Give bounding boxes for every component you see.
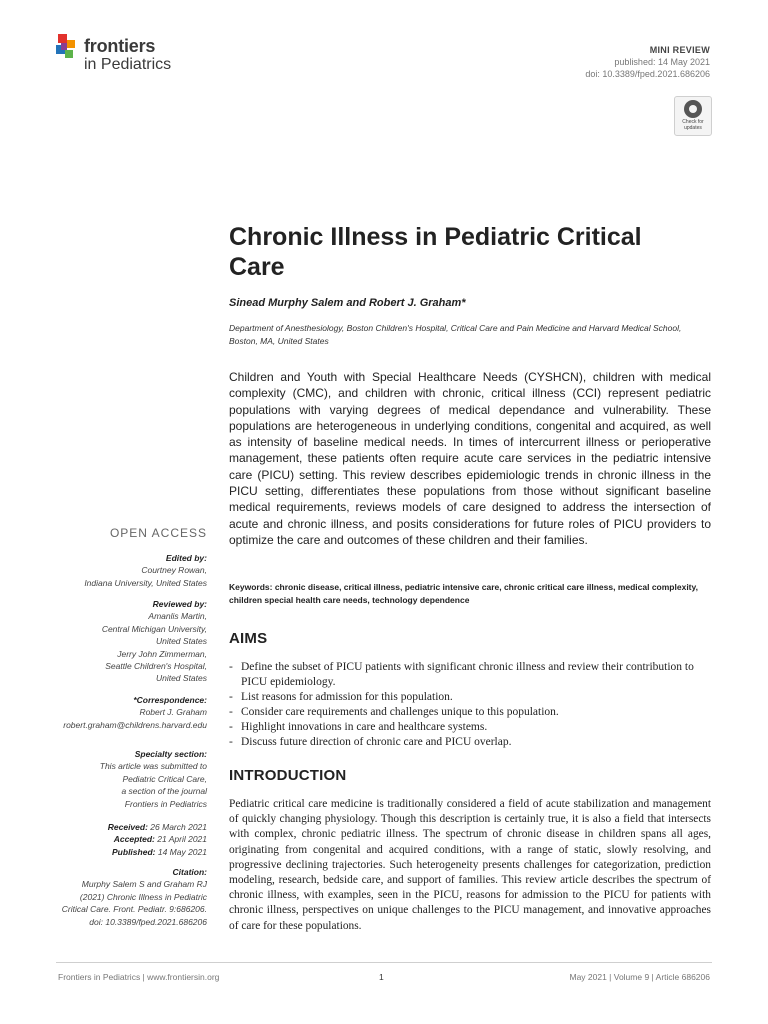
correspondence-label: *Correspondence: bbox=[133, 695, 207, 705]
received-label: Received: bbox=[107, 822, 148, 832]
author-affiliation: Department of Anesthesiology, Boston Children's Hospital, Critical Care and Pain Medicine and Harvard Medical School, Boston, MA, United States bbox=[229, 323, 682, 346]
introduction-paragraph: Pediatric critical care medicine is traditionally considered a field of acute stabilization and management of quickly changing physiology. Though this description is certainly true, it is also a field that intersects with complex, chronic pediatric illness. The spectrum of chronic disease in children spans all ages, originating from congenital and acquired conditions, with a range of static, slowly resolving, and progressive declining trajectories. Such heterogeneity presents challenges for categorization, prediction modeling, research, bedside care, and support of families. This review article describes the spectrum of chronic illness, with examples, seen in the PICU, reasons for admission to the PICU for patients with chronic illness, perspectives on unique challenges to the PICU management, and innovative approaches of care for these populations. bbox=[229, 798, 711, 932]
citation-line: (2021) Chronic Illness in Pediatric bbox=[79, 891, 207, 902]
article-type: MINI REVIEW bbox=[649, 45, 710, 55]
aims-heading: AIMS bbox=[229, 630, 268, 647]
published-label: Published: bbox=[112, 846, 156, 857]
check-for-updates-badge[interactable] bbox=[674, 96, 712, 136]
reviewer-line: Jerry John Zimmerman, bbox=[117, 648, 207, 659]
logo-wordmark: frontiers bbox=[84, 36, 156, 56]
aims-item: - List reasons for admission for this population. bbox=[229, 690, 711, 705]
aims-item: - Consider care requirements and challenges unique to this population. bbox=[229, 705, 711, 720]
aims-list bbox=[229, 660, 711, 750]
specialty-line: This article was submitted to bbox=[99, 761, 207, 772]
editor-line: Courtney Rowan, bbox=[141, 565, 207, 576]
abstract: Children and Youth with Special Healthcare Needs (CYSHCN), children with medical complexity (CMC), and children with chronic, critical illness (CCI) represent pediatric populations with varying degrees of medical dependance and vulnerability. These populations are heterogeneous in underlying conditions, congenital and acquired, as well as intensity of baseline medical needs. In times of intercurrent illness or perioperative management, these patients often require acute care services in the pediatric intensive care (PICU) setting. This review describes epidemiologic trends in chronic illness in the PICU setting, differentiates these populations from those without significant baseline medical requirements, reviews models of care designed to address the intersection of acute and chronic illness, and posits considerations for future roles of PICU providers to optimize the care and outcomes of these children and their families. bbox=[229, 370, 711, 547]
keywords: Keywords: chronic disease, critical illness, pediatric intensive care, chronic critical care illness, medical complexity, children special health care needs, technology dependence bbox=[229, 582, 698, 605]
editor-line: Indiana University, United States bbox=[84, 577, 207, 588]
specialty-line: Frontiers in Pediatrics bbox=[124, 798, 207, 809]
correspondence-name: Robert J. Graham bbox=[139, 707, 207, 718]
specialty-section bbox=[27, 748, 207, 810]
accepted-label: Accepted: bbox=[113, 834, 155, 845]
aims-item: - Discuss future direction of chronic care and PICU overlap. bbox=[229, 735, 711, 750]
reviewer-line: United States bbox=[155, 636, 207, 647]
check-updates-label: Check for updates bbox=[682, 119, 704, 131]
published-date: published: 14 May 2021 bbox=[614, 57, 710, 67]
reviewed-by-label: Reviewed by: bbox=[152, 599, 207, 609]
citation-line: Murphy Salem S and Graham RJ bbox=[81, 879, 207, 890]
check-updates-icon bbox=[684, 100, 702, 118]
aims-item: - Define the subset of PICU patients with significant chronic illness and review their contribution to PICU epidemiology. bbox=[229, 660, 711, 690]
article-authors: Sinead Murphy Salem and Robert J. Graham* bbox=[229, 297, 466, 309]
reviewer-line: Seattle Children's Hospital, bbox=[105, 661, 207, 672]
dates-section bbox=[27, 821, 207, 858]
doi-link[interactable]: doi: 10.3389/fped.2021.686206 bbox=[585, 69, 710, 79]
page-number: 1 bbox=[379, 972, 384, 982]
citation-line[interactable]: doi: 10.3389/fped.2021.686206 bbox=[89, 916, 207, 927]
reviewer-line: Central Michigan University, bbox=[101, 623, 207, 634]
received-date: 26 March 2021 bbox=[150, 822, 207, 832]
citation-section bbox=[27, 866, 207, 928]
edited-by-section bbox=[27, 552, 207, 589]
specialty-line: a section of the journal bbox=[121, 786, 207, 797]
specialty-line: Pediatric Critical Care, bbox=[122, 773, 207, 784]
introduction-heading: INTRODUCTION bbox=[229, 767, 347, 784]
logo-journal-name: in Pediatrics bbox=[84, 56, 172, 73]
aims-item: - Highlight innovations in care and healthcare systems. bbox=[229, 720, 711, 735]
specialty-label: Specialty section: bbox=[134, 749, 207, 759]
reviewed-by-section bbox=[27, 598, 207, 685]
accepted-date: 21 April 2021 bbox=[157, 834, 207, 845]
frontiers-logo-icon bbox=[56, 34, 80, 62]
footer-issue-info: May 2021 | Volume 9 | Article 686206 bbox=[569, 972, 710, 982]
journal-logo bbox=[56, 34, 186, 78]
edited-by-label: Edited by: bbox=[165, 553, 207, 563]
citation-label: Citation: bbox=[172, 867, 207, 877]
correspondence-section bbox=[27, 694, 207, 731]
correspondence-email[interactable]: robert.graham@childrens.harvard.edu bbox=[63, 719, 207, 730]
article-meta bbox=[585, 44, 710, 80]
citation-line: Critical Care. Front. Pediatr. 9:686206. bbox=[61, 904, 207, 915]
open-access-label: OPEN ACCESS bbox=[109, 526, 207, 540]
reviewer-line: Amanlis Martin, bbox=[148, 611, 207, 622]
footer-divider bbox=[56, 962, 712, 963]
published-date-sidebar: 14 May 2021 bbox=[157, 846, 207, 857]
footer-journal-link[interactable]: Frontiers in Pediatrics | www.frontiersin.org bbox=[58, 972, 220, 982]
article-title: Chronic Illness in Pediatric Critical Care bbox=[229, 223, 642, 281]
reviewer-line: United States bbox=[155, 673, 207, 684]
